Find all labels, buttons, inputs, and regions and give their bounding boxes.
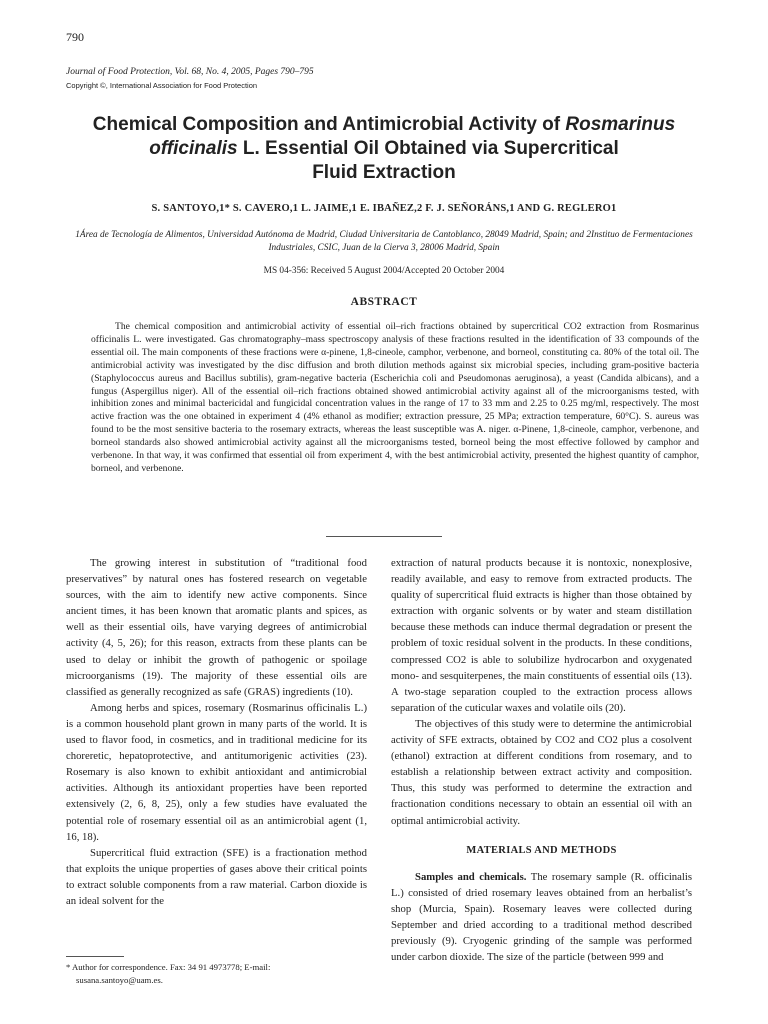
article-title: Chemical Composition and Antimicrobial Activity of Rosmarinus officinalis L. Essential Oil Obtained via Supercritical Fluid Extraction [92,114,676,183]
footnote-line-1: * Author for correspondence. Fax: 34 91 4973778; E-mail: [66,962,271,972]
abstract-heading: ABSTRACT [350,296,418,308]
copyright-line: Copyright ©, International Association for Food Protection [66,81,258,90]
author-list: S. SANTOYO,1* S. CAVERO,1 L. JAIME,1 E. IBAÑEZ,2 F. J. SEÑORÁNS,1 AND G. REGLERO1 [151,203,617,214]
intro-paragraph-3: Supercritical fluid extraction (SFE) is a fractionation method that exploits the unique properties of gases above their critical points to extract soluble components from a raw material. Carbon dioxide is an ideal solvent for the [66,846,367,907]
intro-paragraph-1: The growing interest in substitution of “traditional food preservatives” by natural ones has fostered research on vegetable sources, with the aim to identify new active components. Since ancient times, it has been known that aromatic plants and spices, as well as their essential oils, have varying degrees of antimicrobial activity (4, 5, 26); for this reason, extracts from these plants can be used to delay or inhibit the growth of pathogenic or spoilage microorganisms (19). The majority of these essential oils are classified as generally recognized as safe (GRAS) ingredients (10). [66,557,367,698]
methods-paragraph-1: Samples and chemicals. The rosemary sample (R. officinalis L.) consisted of dried rosemary leaves obtained from an herbalist’s shop (Murcia, Spain). Rosemary leaves were collected during September and dried according to a traditional method described previously (9). Cryogenic grinding of the sample was performed under carbon dioxide. The size of the particle (between 999 and [391,870,692,964]
section-heading-methods: MATERIALS AND METHODS [466,844,617,856]
intro-paragraph-4: extraction of natural products because it is nontoxic, nonexplosive, readily available, and easy to remove from extracted products. The quality of supercritical fluid extracts is higher than those obtained by extraction with organic solvents or by water and steam distillation because these methods can induce thermal degradation or present the problem of toxic residual solvent in the products. In these conditions, compressed CO2 is able to solubilize hydrocarbon and oxygenated mono- and sesquiterpenes, the main constituents of essential oils (13). A two-stage separation coupled to the extraction process allows separation of the cuticular waxes and volatile oils (20). [391,557,692,714]
subsection-lead: Samples and chemicals. [415,870,527,883]
intro-paragraph-2: Among herbs and spices, rosemary (Rosmarinus officinalis L.) is a common household plant grown in many parts of the world. It is used to flavor food, in cosmetics, and in traditional medicine for its choreretic, hepatoprotective, and antitumorigenic activities (23). Rosemary is also known to exhibit antioxidant and antimicrobial activities. Although its antioxidant properties have been reported extensively (2, 6, 8, 25), only a few studies have evaluated the potential role of rosemary essential oil as an antimicrobial agent (1, 16, 18). [66,701,367,843]
affiliations: 1Área de Tecnología de Alimentos, Universidad Autónoma de Madrid, Ciudad Universitaria de Cantoblanco, 28049 Madrid, Spain; and 2Instituo de Fermentaciones Industriales, CSIC, Juan de la Cierva 3, 28006 Madrid, Spain [75,230,693,253]
journal-citation: Journal of Food Protection, Vol. 68, No. 4, 2005, Pages 790–795 [66,67,314,77]
footnote-email-link[interactable]: susana.santoyo@uam.es. [76,975,163,985]
page-number: 790 [66,30,84,44]
abstract-text: The chemical composition and antimicrobial activity of essential oil–rich fractions obtained by supercritical CO2 extraction from Rosmarinus officinalis L. were investigated. Gas chromatography–mass spectroscopy analysis of these fractions resulted in the identification of 33 compounds of the essential oil. The main components of these fractions were α-pinene, 1,8-cineole, camphor, verbenone, and borneol, constituting ca. 80% of the total oil. The antimicrobial activity was investigated by the disc diffusion and broth dilution methods against six microbial species, including gram-positive bacteria (Staphylococcus aureus and Bacillus subtilis), gram-negative bacteria (Escherichia coli and Pseudomonas aeruginosa), a yeast (Candida albicans), and a fungus (Aspergillus niger). All of the essential oil–rich fractions obtained showed antimicrobial activity against all of the microorganisms tested, with inhibition zones and minimal bactericidal and fungicidal concentration values in the range of 17 to 33 mm and 2.25 to 0.25 mg/ml, respectively. The most active fraction was the one obtained in experiment 4 (4% ethanol as modifier; extraction pressure, 25 MPa; extraction temperature, 60°C). S. aureus was found to be the most sensitive bacteria to the rosemary extracts, whereas the least susceptible was A. niger. α-Pinene, 1,8-cineole, camphor, verbenone, and borneol standards also showed antimicrobial activity against all the microorganisms tested, borneol being the most effective followed by camphor and verbenone. In that way, it was confirmed that essential oil from experiment 4, with the best antimicrobial activity, presented the highest quantity of camphor, borneol, and verbenone. [91,321,699,474]
footnote-rule [66,956,124,957]
footnote [66,961,367,987]
right-column [391,555,692,965]
section-divider [326,536,442,537]
manuscript-dates: MS 04-356: Received 5 August 2004/Accepted 20 October 2004 [263,266,505,276]
left-column [66,555,367,909]
intro-paragraph-5: The objectives of this study were to determine the antimicrobial activity of SFE extracts, obtained by CO2 and CO2 plus a cosolvent (ethanol) extraction at different conditions from rosemary, and to establish a relationship between extract activity and composition. Thus, this study was performed to determine the extraction and fractionation conditions necessary to obtain an essential oil with an optimal antimicrobial activity. [391,717,692,827]
